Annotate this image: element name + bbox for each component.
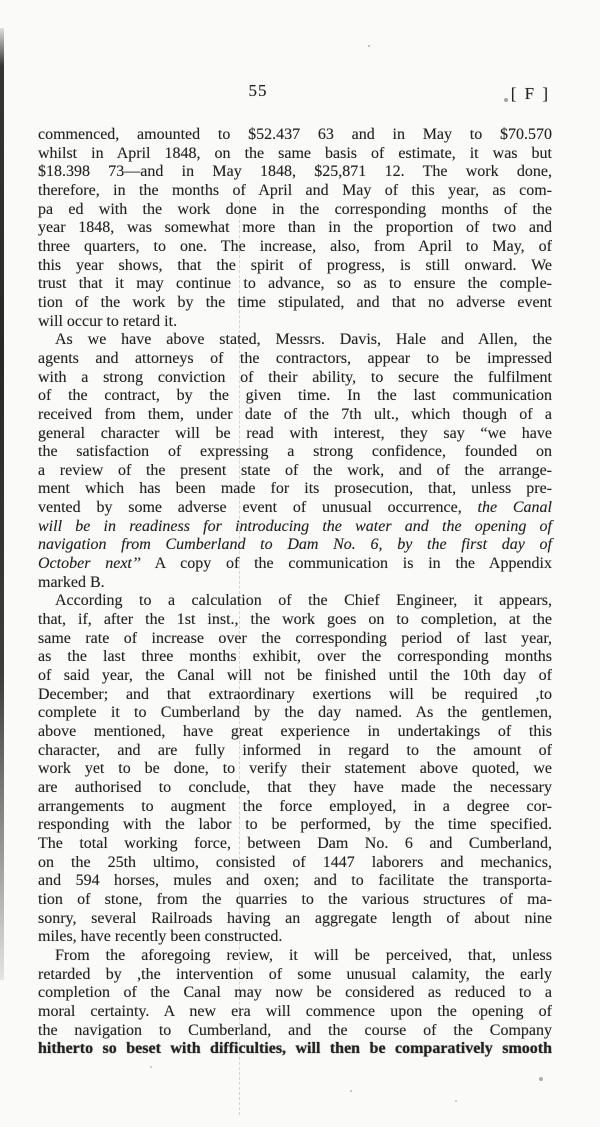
text-line (38, 630, 552, 649)
text-segment: completion of the Canal may now be considered as reduced to a (38, 984, 552, 1002)
text-segment: According to a calculation of the Chief Engineer, it appears, (55, 592, 552, 610)
text-line (38, 331, 552, 350)
text-segment: hitherto so beset with difficulties, will then be comparatively smooth (38, 1040, 552, 1058)
text-line (38, 835, 552, 854)
text-segment: complete it to Cumberland by the day named. As the gentlemen, (38, 704, 552, 722)
text-segment: The total working force, between Dam No. 6 and Cumberland, (38, 834, 552, 852)
text-segment: December; and that extraordinary exertions will be required ,to (38, 685, 552, 703)
text-line (38, 872, 552, 891)
text-segment: the satisfaction of expressing a strong confidence, founded on (38, 443, 552, 461)
text-segment: retarded by ,the intervention of some unusual calamity, the early (38, 965, 552, 983)
text-segment: vented by some adverse event of unusual occurrence, (38, 499, 478, 517)
text-segment: year 1848, was somewhat more than in the proportion of two and (38, 219, 552, 237)
text-segment: same rate of increase over the corresponding period of last year, (38, 629, 552, 647)
text-line (38, 611, 552, 630)
text-line (38, 760, 552, 779)
text-line (38, 126, 552, 145)
text-line (38, 275, 552, 294)
text-segment: trust that it may continue to advance, so as to ensure the comple- (38, 275, 552, 293)
paragraph (38, 592, 552, 946)
text-line (38, 518, 552, 537)
text-line (38, 294, 552, 313)
text-segment: From the aforegoing review, it will be perceived, that, unless (55, 946, 552, 964)
text-line (38, 238, 552, 257)
paragraph (38, 126, 552, 331)
text-line (38, 686, 552, 705)
text-segment: As we have above stated, Messrs. Davis, Hale and Allen, the (55, 331, 552, 349)
text-line (38, 425, 552, 444)
text-segment: responding with the labor to be performed, by the time specified. (38, 816, 552, 834)
text-segment: that, if, after the 1st inst., the work goes on to completion, at the (38, 611, 552, 629)
text-segment: of said year, the Canal will not be finished until the 10th day of (38, 667, 552, 685)
text-line (38, 480, 552, 499)
paragraph (38, 947, 552, 1059)
text-line (38, 1003, 552, 1022)
text-segment: commenced, amounted to $52.437 63 and in May to $70.570 (38, 126, 552, 143)
text-segment: on the 25th ultimo, consisted of 1447 laborers and mechanics, (38, 853, 552, 871)
text-line (38, 350, 552, 369)
text-line (38, 891, 552, 910)
text-line (38, 574, 552, 593)
text-segment: moral certainty. A new era will commence upon the opening of (38, 1002, 552, 1020)
text-segment: A copy of the communication is in the Appendix (140, 555, 552, 573)
text-line (38, 406, 552, 425)
text-line (38, 779, 552, 798)
text-segment: three quarters, to one. The increase, also, from April to May, of (38, 237, 552, 255)
text-line (38, 201, 552, 220)
text-line (38, 163, 552, 182)
text-segment: are authorised to conclude, that they have made the necessary (38, 778, 552, 796)
text-line (38, 443, 552, 462)
text-line (38, 257, 552, 276)
text-line (38, 704, 552, 723)
text-segment: and 594 horses, mules and oxen; and to facilitate the transporta- (38, 872, 552, 890)
text-segment: work yet to be done, to verify their statement above quoted, we (38, 760, 552, 778)
text-segment: tion of stone, from the quarries to the various structures of ma- (38, 890, 552, 908)
text-line (38, 536, 552, 555)
text-segment: the navigation to Cumberland, and the course of the Company (38, 1021, 552, 1039)
text-line (38, 182, 552, 201)
text-line (38, 723, 552, 742)
text-line (38, 947, 552, 966)
binding-edge (0, 28, 4, 980)
text-line (38, 966, 552, 985)
text-line (38, 984, 552, 1003)
text-segment: arrangements to augment the force employed, in a degree cor- (38, 797, 552, 815)
paragraph (38, 331, 552, 592)
text-segment: $18.398 73—and in May 1848, $25,871 12. The work done, (38, 163, 552, 181)
text-line (38, 1040, 552, 1059)
text-segment: general character will be read with interest, they say “we have (38, 424, 552, 442)
text-segment: as the last three months exhibit, over the corresponding months (38, 648, 552, 666)
text-line (38, 742, 552, 761)
text-line (38, 387, 552, 406)
text-line (38, 798, 552, 817)
text-line (38, 369, 552, 388)
page-number: 55 (248, 81, 268, 100)
folio-mark: [ F ] (510, 84, 550, 103)
text-segment: ment which has been made for its prosecution, that, unless pre- (38, 480, 552, 498)
text-line (38, 462, 552, 481)
italic-text-segment: navigation from Cumberland to Dam No. 6, by the first day of (38, 536, 552, 554)
text-line (38, 219, 552, 238)
italic-text-segment: the Canal (477, 499, 552, 517)
text-segment: tion of the work by the time stipulated, and that no adverse event (38, 293, 552, 311)
italic-text-segment: October next’’ (38, 555, 141, 573)
text-line (38, 928, 552, 947)
document-body (38, 126, 552, 1059)
text-line (38, 648, 552, 667)
text-segment: received from them, under date of the 7th ult., which though of a (38, 405, 552, 423)
text-line (38, 313, 552, 332)
text-segment: above mentioned, have great experience in undertakings of this (38, 723, 552, 740)
text-segment: miles, have recently been constructed. (38, 928, 283, 946)
text-line (38, 1022, 552, 1041)
text-line (38, 145, 552, 164)
text-segment: of the contract, by the given time. In the last communication (38, 387, 552, 405)
text-segment: pa ed with the work done in the corresponding months of the (38, 200, 552, 218)
text-segment: character, and are fully informed in regard to the amount of (38, 741, 552, 759)
text-line (38, 910, 552, 929)
text-line (38, 816, 552, 835)
italic-text-segment: will be in readiness for introducing the water and the opening of (38, 517, 552, 535)
scan-noise (0, 0, 2, 2)
text-segment: whilst in April 1848, on the same basis of estimate, it was but (38, 144, 552, 162)
text-line (38, 854, 552, 873)
text-line (38, 555, 552, 574)
text-segment: will occur to retard it. (38, 312, 178, 330)
text-segment: this year shows, that the spirit of progress, is still onward. We (38, 256, 552, 274)
text-segment: a review of the present state of the work, and of the arrange- (38, 461, 552, 479)
text-line (38, 667, 552, 686)
text-segment: agents and attorneys of the contractors, appear to be impressed (38, 349, 552, 367)
text-segment: with a strong conviction of their ability, to secure the fulfilment (38, 368, 552, 386)
text-segment: marked B. (38, 573, 105, 591)
text-line (38, 592, 552, 611)
text-segment: therefore, in the months of April and May of this year, as com- (38, 181, 552, 199)
text-segment: sonry, several Railroads having an aggregate length of about nine (38, 909, 552, 927)
text-line (38, 499, 552, 518)
